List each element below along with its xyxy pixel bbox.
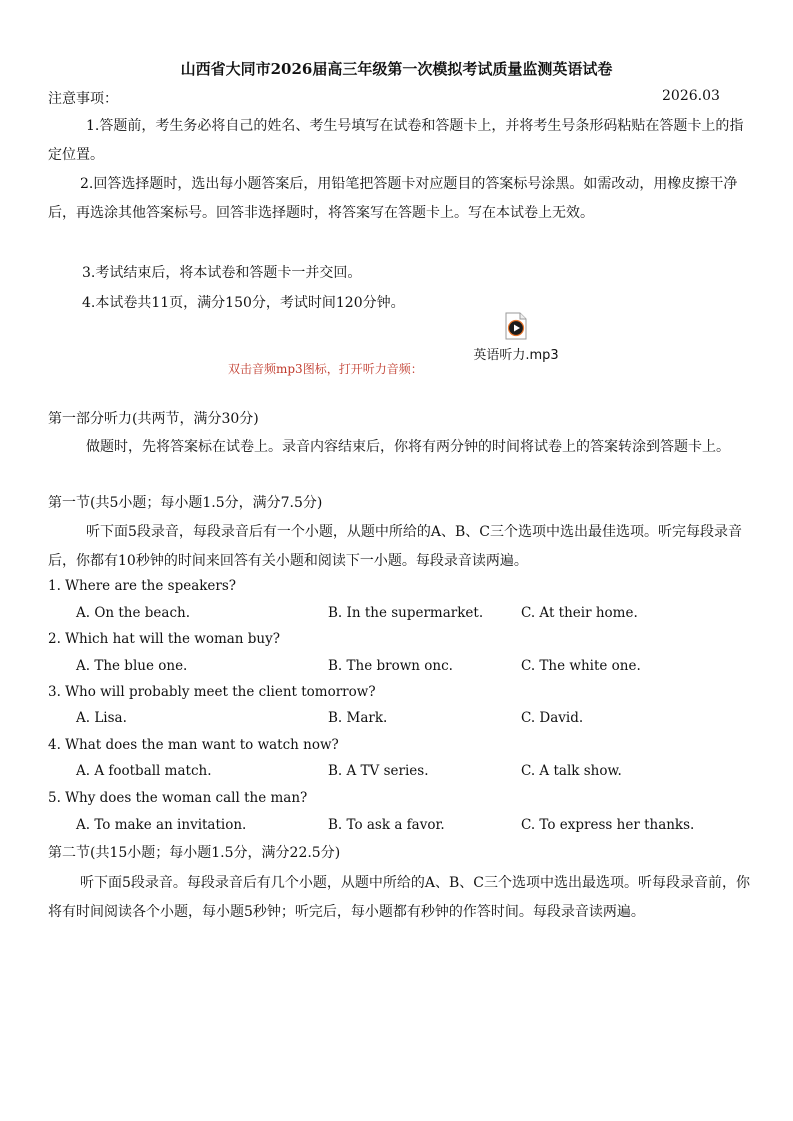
notice-2: 2.回答选择题时，选出每小题答案后，用铅笔把答题卡对应题目的答案标号涂黑。如需改动，用橡皮擦干净后，再选涂其他答案标号。回答非选择题时，将答案写在答题卡上。写在本试卷上无效。: [48, 176, 738, 221]
notice-label: 注意事项：: [48, 91, 118, 107]
audio-file[interactable]: [466, 312, 566, 363]
question-1: 1. Where are the speakers?: [48, 578, 237, 594]
media-play-icon[interactable]: [505, 312, 527, 340]
section1-heading: 第一节(共5小题；每小题1.5分，满分7.5分): [48, 495, 323, 511]
option-4a: A. A football match.: [76, 763, 212, 779]
option-2b: B. The brown onc.: [328, 658, 453, 674]
option-2a: A. The blue one.: [76, 658, 188, 674]
section2-heading: 第二节(共15小题；每小题1.5分，满分22.5分): [48, 845, 341, 861]
audio-file-label[interactable]: 英语听力.mp3: [473, 348, 559, 363]
option-5b: B. To ask a favor.: [328, 817, 445, 833]
notice-3: 3.考试结束后，将本试卷和答题卡一并交回。: [82, 265, 362, 281]
option-3c: C. David.: [521, 710, 584, 726]
option-5a: A. To make an invitation.: [76, 817, 247, 833]
part1-instruction: 做题时，先将答案标在试卷上。录音内容结束后，你将有两分钟的时间将试卷上的答案转涂到答题卡上。: [86, 439, 730, 455]
section1-instruction: 听下面5段录音，每段录音后有一个小题，从题中所给的A、B、C三个选项中选出最佳选项。听完每段录音后，你都有10秒钟的时间来回答有关小题和阅读下一小题。每段录音读两遍。: [48, 524, 743, 569]
question-5: 5. Why does the woman call the man?: [48, 790, 308, 806]
exam-date: 2026.03: [662, 88, 720, 104]
option-1a: A. On the beach.: [76, 605, 191, 621]
audio-hint: 双击音频mp3图标，打开听力音频：: [228, 362, 423, 376]
question-2: 2. Which hat will the woman buy?: [48, 631, 280, 647]
option-2c: C. The white one.: [521, 658, 641, 674]
option-3a: A. Lisa.: [76, 710, 127, 726]
question-4: 4. What does the man want to watch now?: [48, 737, 339, 753]
notice-1: 1.答题前，考生务必将自己的姓名、考生号填写在试卷和答题卡上，并将考生号条形码粘贴在答题卡上的指定位置。: [48, 118, 744, 163]
option-3b: B. Mark.: [328, 710, 388, 726]
option-4b: B. A TV series.: [328, 763, 429, 779]
option-1b: B. In the supermarket.: [328, 605, 484, 621]
section2-instruction: 听下面5段录音。每段录音后有几个小题，从题中所给的A、B、C三个选项中选出最选项。听每段录音前，你将有时间阅读各个小题，每小题5秒钟；听完后，每小题都有秒钟的作答时间。每段录音读两遍。: [48, 875, 751, 920]
option-4c: C. A talk show.: [521, 763, 622, 779]
option-1c: C. At their home.: [521, 605, 638, 621]
question-3: 3. Who will probably meet the client tomorrow?: [48, 684, 376, 700]
option-5c: C. To express her thanks.: [521, 817, 695, 833]
notice-4: 4.本试卷共11页，满分150分，考试时间120分钟。: [82, 295, 405, 311]
part1-heading: 第一部分听力(共两节，满分30分): [48, 411, 259, 427]
exam-title: 山西省大同市2026届高三年级第一次模拟考试质量监测英语试卷: [180, 60, 613, 78]
